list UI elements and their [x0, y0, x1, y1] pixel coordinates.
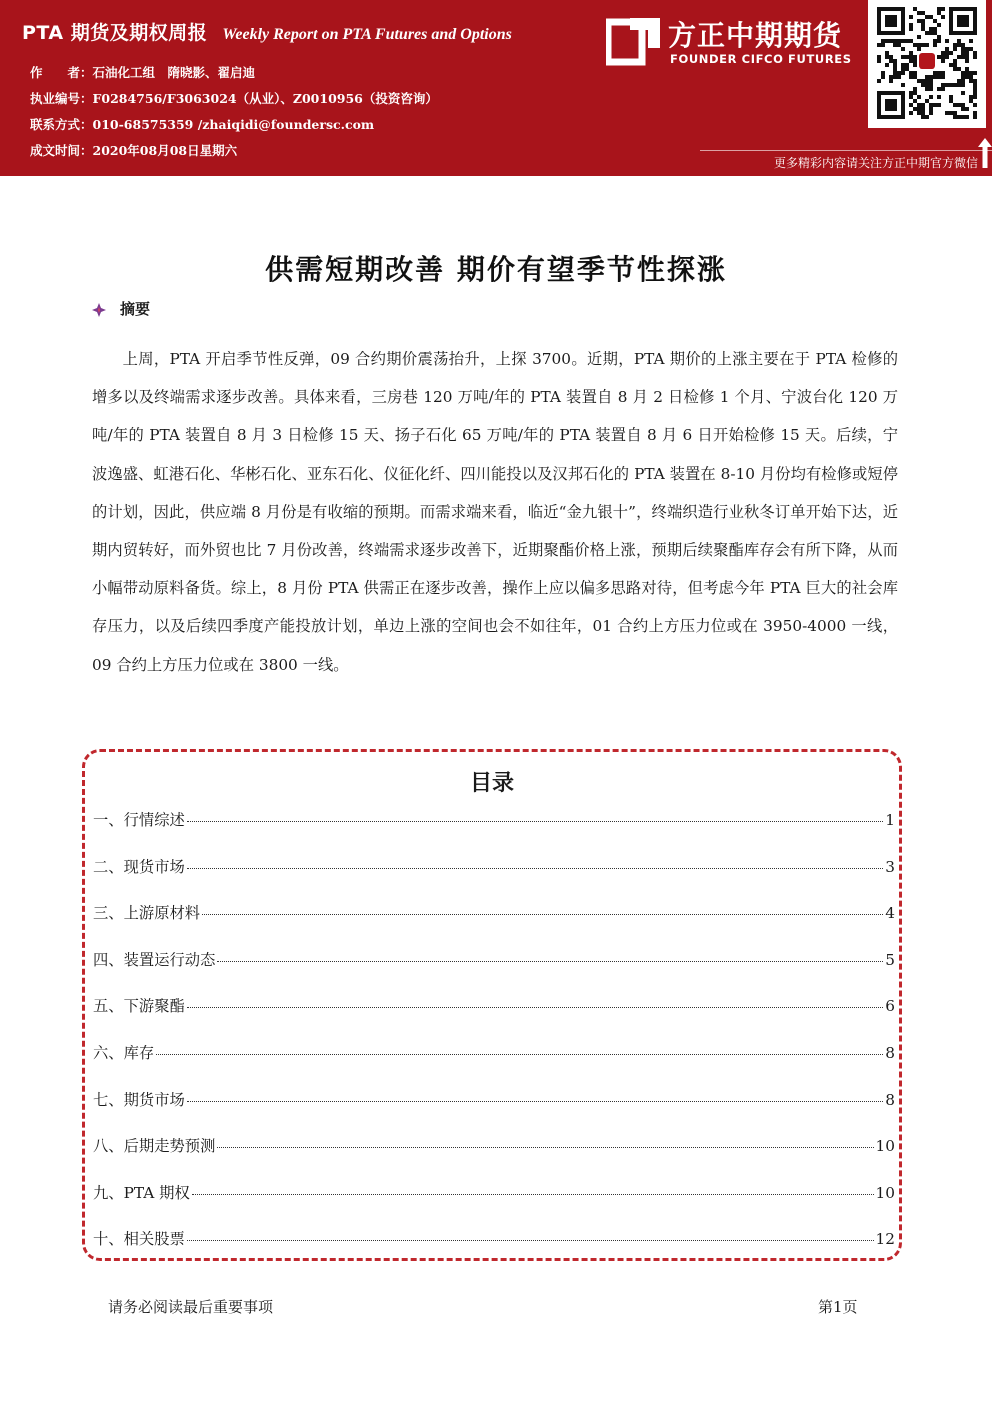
- meta-label: 执业编号：: [30, 91, 93, 106]
- toc-leader-dots: [187, 821, 883, 822]
- toc-item-page: 8: [885, 1090, 895, 1109]
- toc-leader-dots: [217, 1147, 873, 1148]
- summary-heading: [92, 298, 150, 319]
- toc-leader-dots: [156, 1054, 883, 1055]
- report-title: [22, 18, 512, 45]
- toc-item[interactable]: [93, 1223, 895, 1270]
- meta-row-date: [30, 138, 438, 164]
- wechat-qr-code: [868, 0, 986, 128]
- up-arrow-icon: [978, 138, 992, 168]
- toc-item-page: 10: [875, 1183, 895, 1202]
- diamond-bullet-icon: [92, 303, 106, 317]
- meta-value: 石油化工组 隋晓影、翟启迪: [92, 65, 256, 80]
- toc-item[interactable]: [93, 1084, 895, 1131]
- toc-item-label: 六、库存: [93, 1043, 155, 1062]
- toc-item[interactable]: [93, 1037, 895, 1084]
- follow-wechat-text: 更多精彩内容请关注方正中期官方微信: [773, 156, 978, 170]
- toc-item-label: 五、下游聚酯: [93, 997, 185, 1016]
- toc-item-label: 三、上游原材料: [93, 904, 201, 923]
- table-of-contents: [82, 749, 902, 1261]
- company-logo: [606, 14, 860, 72]
- page-number: 第1页: [818, 1298, 858, 1316]
- toc-leader-dots: [192, 1194, 874, 1195]
- author-meta: [30, 60, 438, 164]
- toc-item[interactable]: [93, 897, 895, 944]
- toc-item-page: 3: [885, 857, 895, 876]
- toc-item-label: 十、相关股票: [93, 1230, 185, 1249]
- toc-item[interactable]: [93, 990, 895, 1037]
- meta-row-license: [30, 86, 438, 112]
- toc-item-label: 七、期货市场: [93, 1090, 185, 1109]
- summary-paragraph: 上周，PTA 开启季节性反弹，09 合约期价震荡抬升，上探 3700。近期，PTA 期价的上涨主要在于 PTA 检修的增多以及终端需求逐步改善。具体来看，三房巷 120 万吨/年的 PTA 装置自 8 月 2 日检修 1 个月、宁波台化 120 万吨/年的 PTA 装置自 8 月 3 日检修 15 天、扬子石化 65 万吨/年的 PTA 装置自 8 月 6 日开始检修 15 天。后续，宁波逸盛、虹港石化、华彬石化、亚东石化、仪征化纤、四川能投以及汉邦石化的 PTA 装置在 8-10 月份均有检修或短停的计划，因此，供应端 8 月份是有收缩的预期。而需求端来看，临近“金九银十”，终端织造行业秋冬订单开始下达，近期内贸转好，而外贸也比 7 月份改善，终端需求逐步改善下，近期聚酯价格上涨，预期后续聚酯库存会有所下降，从而小幅带动原料备货。综上，8 月份 PTA 供需正在逐步改善，操作上应以偏多思路对待，但考虑今年 PTA 巨大的社会库存压力，以及后续四季度产能投放计划，单边上涨的空间也会不如往年，01 合约上方压力位或在 3950-4000 一线，09 合约上方压力位或在 3800 一线。: [92, 350, 898, 674]
- qr-code-icon: [877, 7, 977, 119]
- toc-item-page: 10: [875, 1137, 895, 1156]
- toc-leader-dots: [187, 1240, 874, 1241]
- toc-leader-dots: [217, 961, 883, 962]
- report-title-cn: PTA 期货及期权周报: [22, 22, 208, 44]
- toc-item-page: 1: [885, 811, 895, 829]
- report-title-en: Weekly Report on PTA Futures and Options: [222, 26, 512, 43]
- toc-list: [93, 804, 895, 1270]
- toc-item-label: 一、行情综述: [93, 811, 185, 829]
- toc-item-page: 5: [885, 950, 895, 969]
- toc-item-label: 二、现货市场: [93, 857, 185, 876]
- meta-row-author: [30, 60, 438, 86]
- toc-item-page: 8: [885, 1043, 895, 1062]
- toc-leader-dots: [202, 914, 883, 915]
- toc-item[interactable]: [93, 1130, 895, 1177]
- toc-item[interactable]: [93, 804, 895, 851]
- toc-item-page: 12: [875, 1230, 895, 1249]
- meta-label: 作 者：: [30, 65, 93, 80]
- toc-item-page: 6: [885, 997, 895, 1016]
- logo-mark-icon: [606, 16, 660, 68]
- toc-item[interactable]: [93, 1177, 895, 1224]
- toc-item-label: 九、PTA 期权: [93, 1183, 190, 1202]
- toc-item[interactable]: [93, 944, 895, 991]
- toc-item[interactable]: [93, 851, 895, 898]
- toc-item-label: 八、后期走势预测: [93, 1137, 216, 1156]
- header-divider: [700, 150, 992, 151]
- summary-heading-text: 摘要: [120, 300, 151, 318]
- logo-text-en: FOUNDER CIFCO FUTURES: [670, 52, 852, 66]
- meta-value: F0284756/F3063024（从业）、Z0010956（投资咨询）: [92, 91, 438, 106]
- toc-title: 目录: [469, 771, 514, 796]
- meta-row-contact: [30, 112, 438, 138]
- meta-value: 010-68575359 /zhaiqidi@foundersc.com: [92, 117, 375, 132]
- toc-leader-dots: [187, 868, 883, 869]
- logo-text-cn: 方正中期期货: [668, 19, 843, 52]
- toc-item-label: 四、装置运行动态: [93, 950, 216, 969]
- toc-leader-dots: [187, 1101, 883, 1102]
- meta-label: 成文时间：: [30, 143, 93, 158]
- report-header: [0, 0, 992, 176]
- toc-leader-dots: [187, 1007, 883, 1008]
- report-main-title: 供需短期改善 期价有望季节性探涨: [265, 253, 727, 286]
- toc-item-page: 4: [885, 904, 895, 923]
- footer-disclaimer-note: 请务必阅读最后重要事项: [108, 1298, 274, 1316]
- meta-value: 2020年08月08日星期六: [92, 143, 238, 158]
- meta-label: 联系方式：: [30, 117, 93, 132]
